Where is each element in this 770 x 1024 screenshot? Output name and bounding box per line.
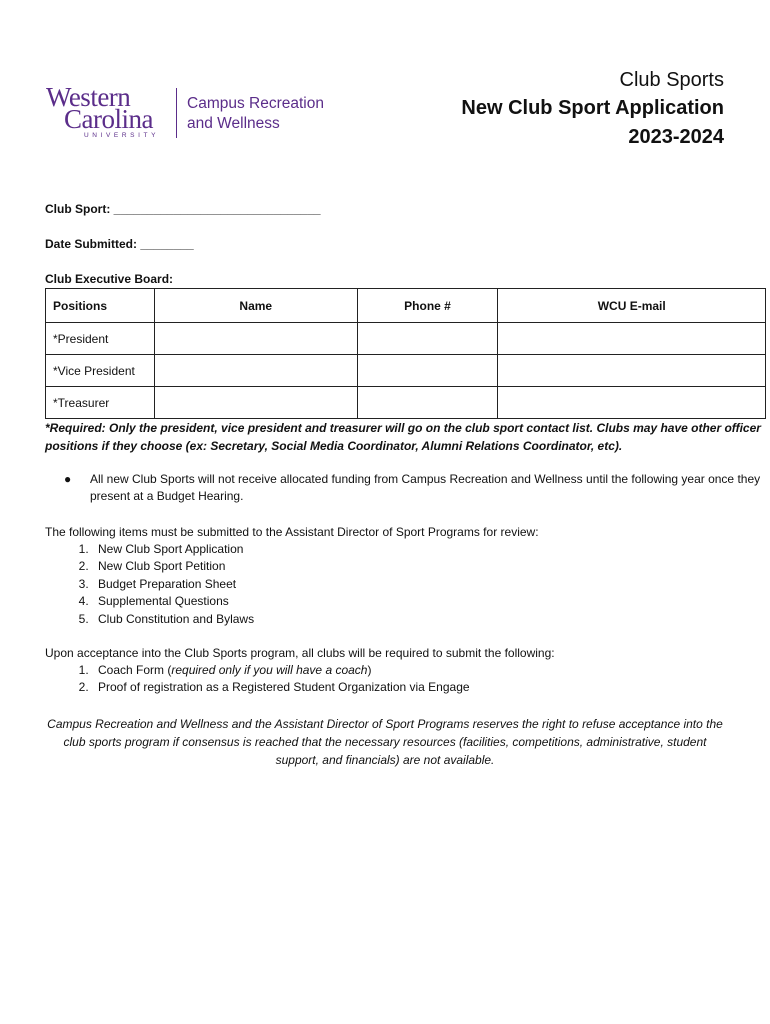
header-program: Club Sports <box>619 69 724 91</box>
table-row <box>46 355 766 387</box>
list-item: 3. Budget Preparation Sheet <box>92 576 254 593</box>
wcu-logo <box>46 84 336 144</box>
date-submitted-field: Date Submitted: ________ <box>45 237 194 251</box>
table-header-row <box>46 289 766 323</box>
logo-western-text: Western <box>46 82 131 112</box>
list-item: 5. Club Constitution and Bylaws <box>92 611 254 628</box>
column-header-phone: Phone # <box>357 289 498 323</box>
logo-dept-line1: Campus Recreation <box>187 95 324 112</box>
column-header-name: Name <box>154 289 357 323</box>
phone-cell[interactable] <box>357 323 498 355</box>
document-header <box>461 66 724 152</box>
exec-board-label: Club Executive Board: <box>45 272 174 286</box>
logo-divider <box>176 88 177 138</box>
position-cell: *Vice President <box>46 355 155 387</box>
position-cell: *Treasurer <box>46 387 155 419</box>
list-item: 4. Supplemental Questions <box>92 593 254 610</box>
logo-carolina-text: Carolina <box>64 104 153 134</box>
funding-bullet <box>64 471 764 505</box>
phone-cell[interactable] <box>357 355 498 387</box>
logo-dept-line2: and Wellness <box>187 115 280 132</box>
bullet-icon: ● <box>64 472 72 486</box>
required-note: *Required: Only the president, vice president and treasurer will go on the club sport contact list. Clubs may have other officer positions if they choose (ex: Secretary, Social Media Coordinator, Alumni Relations Coordinator, etc). <box>45 421 761 453</box>
executive-board-table <box>45 288 766 419</box>
email-cell[interactable] <box>498 355 766 387</box>
list-item: 2. New Club Sport Petition <box>92 558 254 575</box>
acceptance-items-list <box>66 662 470 697</box>
table-row <box>46 323 766 355</box>
name-cell[interactable] <box>154 323 357 355</box>
coach-form-note: required only if you will have a coach <box>171 663 368 677</box>
position-cell: *President <box>46 323 155 355</box>
phone-cell[interactable] <box>357 387 498 419</box>
list-item: 1. New Club Sport Application <box>92 541 254 558</box>
logo-department <box>187 94 324 134</box>
list-item: 2. Proof of registration as a Registered Student Organization via Engage <box>92 679 470 696</box>
table-row <box>46 387 766 419</box>
column-header-positions: Positions <box>46 289 155 323</box>
closing-statement: Campus Recreation and Wellness and the Assistant Director of Sport Programs reserves the right to refuse acceptance into the club sports program if consensus is reached that the necessary resources (facilities, competitions, administrative, student support, and financials) are not available. <box>47 717 723 767</box>
club-sport-field: Club Sport: _______________________________ <box>45 202 321 216</box>
list-item <box>92 662 470 679</box>
coach-form-suffix: ) <box>367 663 372 677</box>
coach-form-prefix: Coach Form ( <box>98 663 172 677</box>
header-year: 2023-2024 <box>628 126 724 148</box>
funding-bullet-text: All new Club Sports will not receive allocated funding from Campus Recreation and Wellness until the following year once they present at a Budget Hearing. <box>90 472 761 503</box>
acceptance-intro: Upon acceptance into the Club Sports program, all clubs will be required to submit the following: <box>45 646 555 660</box>
logo-university-text: UNIVERSITY <box>84 132 160 139</box>
email-cell[interactable] <box>498 387 766 419</box>
name-cell[interactable] <box>154 387 357 419</box>
email-cell[interactable] <box>498 323 766 355</box>
name-cell[interactable] <box>154 355 357 387</box>
column-header-email: WCU E-mail <box>498 289 766 323</box>
review-intro: The following items must be submitted to the Assistant Director of Sport Programs for review: <box>45 525 539 539</box>
header-title: New Club Sport Application <box>461 97 724 119</box>
review-items-list <box>66 541 254 628</box>
